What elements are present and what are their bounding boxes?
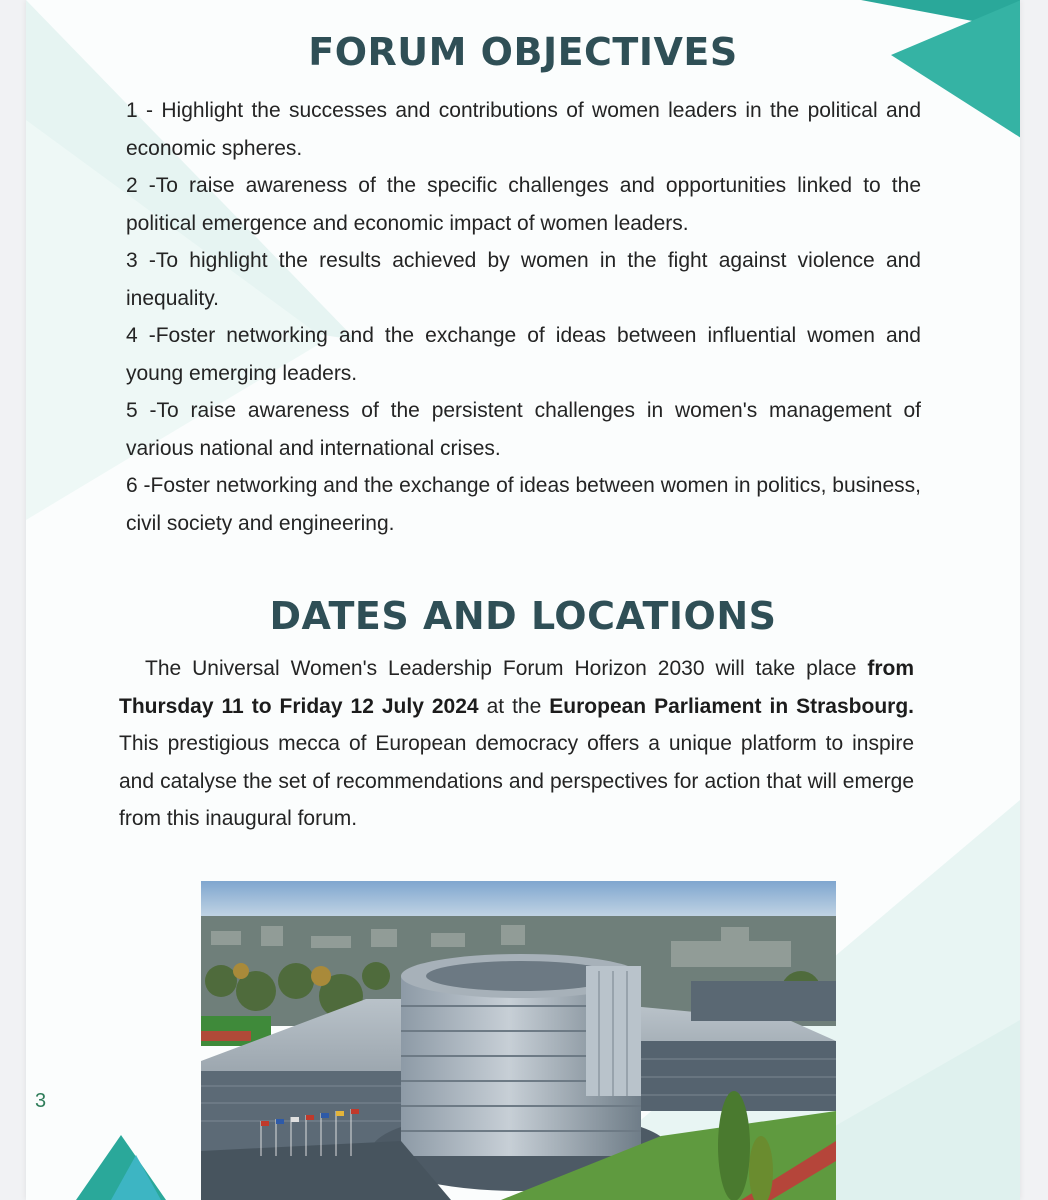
intro-text-2: at the bbox=[478, 694, 550, 718]
objective-item: 4 -Foster networking and the exchange of ideas between influential women and young emerging leaders. bbox=[126, 324, 921, 385]
objectives-list bbox=[126, 92, 921, 542]
intro-text-1: The Universal Women's Leadership Forum Horizon 2030 will take place bbox=[145, 657, 868, 680]
dates-locations-title: DATES AND LOCATIONS bbox=[269, 594, 777, 638]
objective-item: 3 -To highlight the results achieved by women in the fight against violence and inequality. bbox=[126, 249, 921, 310]
objective-item: 5 -To raise awareness of the persistent challenges in women's management of various national and international crises. bbox=[126, 399, 921, 460]
objective-item: 1 - Highlight the successes and contributions of women leaders in the political and economic spheres. bbox=[126, 99, 921, 160]
european-parliament-photo bbox=[201, 881, 836, 1200]
objective-item: 6 -Foster networking and the exchange of ideas between women in politics, business, civil society and engineering. bbox=[126, 474, 921, 535]
document-page bbox=[26, 0, 1020, 1200]
page-number: 3 bbox=[35, 1090, 47, 1112]
forum-objectives-title: FORUM OBJECTIVES bbox=[308, 30, 738, 74]
event-location: European Parliament in Strasbourg. bbox=[549, 694, 914, 718]
intro-text-3: This prestigious mecca of European democracy offers a unique platform to inspire and catalyse the set of recommendations and perspectives for action that will emerge from this inaugural forum. bbox=[119, 732, 914, 830]
event-dates: from Thursday 11 to Friday 12 July 2024 bbox=[119, 657, 914, 718]
objective-item: 2 -To raise awareness of the specific challenges and opportunities linked to the political emergence and economic impact of women leaders. bbox=[126, 174, 921, 235]
parliament-illustration bbox=[201, 881, 836, 1200]
dates-locations-paragraph bbox=[119, 650, 914, 838]
